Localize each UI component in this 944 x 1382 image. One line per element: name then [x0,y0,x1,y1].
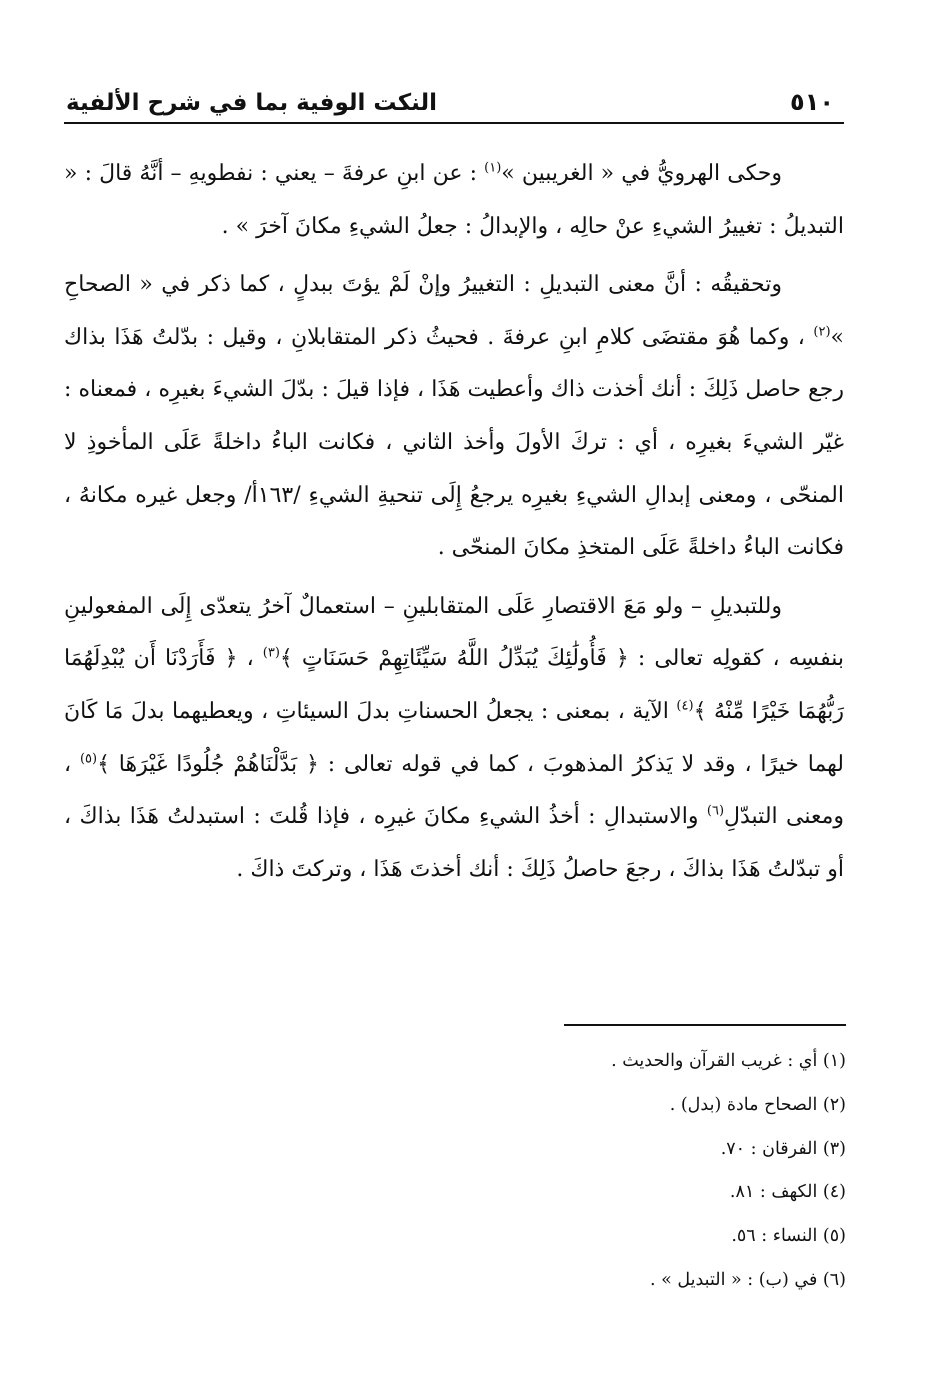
paragraph-1 [64,148,844,253]
paragraph-3-text-a: وللتبديلِ – ولو مَعَ الاقتصارِ عَلَى المتقابلينِ – استعمالٌ آخرُ يتعدّى إِلَى المفعولينِ بنفسِه ، كقولِه تعالى : ﴿ فَأُولَٰئِكَ يُبَدِّلُ اللَّهُ سَيِّئَاتِهِمْ حَسَنَاتٍ ﴾ [64,593,844,672]
paragraph-2 [64,259,844,575]
footnote-ref-4: (٤) [676,698,694,714]
paragraph-3-text-e: والاستبدالِ : أخذُ الشيءِ مكانَ غيرِه ، فإذا قُلتَ : استبدلتُ هَذَا بذاكَ ، أو تبدّلتُ هَذَا بذاكَ ، رجعَ حاصلُ ذَلِكَ : أنك أخذتَ هَذَا ، وتركتَ ذاكَ . [64,804,844,882]
paragraph-3-text-c: الآية ، بمعنى : يجعلُ الحسناتِ بدلَ السيئاتِ ، ويعطيهما بدلَ مَا كَانَ لهما خيرًا ، وقد لا يَذكرُ المذهوبَ ، كما في قوله تعالى : ﴿ بَدَّلْنَاهُمْ جُلُودًا غَيْرَهَا ﴾ [64,698,845,777]
footnote-ref-1: (١) [484,160,502,176]
footnote-4: (٤) الكهف : ٨١. [729,1182,846,1203]
footnote-ref-2: (٢) [813,324,831,340]
main-text [64,148,844,896]
footnotes [146,1040,846,1303]
footnote-3: (٣) الفرقان : ٧٠. [720,1138,846,1159]
footnote-5: (٥) النساء : ٥٦. [731,1226,846,1247]
paragraph-1-text-b: : عن ابنِ عرفةَ – يعني : نفطويهِ – أنَّهُ قالَ : « التبديلُ : تغييرُ الشيءِ عنْ حالِه ، والإبدالُ : جعلُ الشيءِ مكانَ آخرَ » . [64,161,844,239]
paragraph-3 [64,581,844,897]
footnote-1: (١) أي : غريب القرآن والحديث . [611,1051,846,1071]
footnote-6: (٦) في (ب) : « التبديل » . [649,1269,846,1290]
page-header [66,72,842,116]
paragraph-3-text-b: ، ﴿ فَأَرَدْنَا أَن يُبْدِلَهُمَا رَبُّهُمَا خَيْرًا مِّنْهُ ﴾ [64,646,844,724]
footnote-ref-5: (٥) [79,751,98,767]
paragraph-3-text-d: ، ومعنى التبدّلِ [64,751,844,830]
page-number: ٥١٠ [790,88,834,116]
paragraph-1-text-a: وحكى الهرويُّ في « الغريبين » [501,161,782,186]
paragraph-2-text-a: وتحقيقُه : أنَّ معنى التبديلِ : التغييرُ وإنْ لَمْ يؤتَ ببدلٍ ، كما ذكر في « الصحاحِ » [64,272,844,350]
footnote-2: (٢) الصحاح مادة (بدل) . [669,1094,846,1115]
running-title: النكت الوفية بما في شرح الألفية [66,90,438,116]
header-divider [64,122,844,124]
paragraph-2-text-b: ، وكما هُوَ مقتضَى كلامِ ابنِ عرفةَ . فحيثُ ذكر المتقابلانِ ، وقيل : بدّلتُ هَذَا بذاك رجع حاصل ذَلِكَ : أنك أخذت ذاك وأعطيت هَذَا ، فإذا قيلَ : بدّلَ الشيءَ بغيرِه ، فمعناه : غيّر الشيءَ بغيرِه ، أي : تركَ الأولَ وأخذ الثاني ، فكانت الباءُ داخلةً عَلَى المأخوذِ لا المنحّى ، ومعنى إبدالِ الشيءِ بغيرِه يرجعُ إِلَى تنحيةِ الشيءِ /١٦٣أ/ وجعل غيره مكانهُ ، فكانت الباءُ داخلةً عَلَى المتخذِ مكانَ المنحّى . [64,324,845,561]
footnote-ref-3: (٣) [262,646,280,662]
footnote-divider [564,1024,846,1026]
footnote-ref-6: (٦) [706,803,725,819]
